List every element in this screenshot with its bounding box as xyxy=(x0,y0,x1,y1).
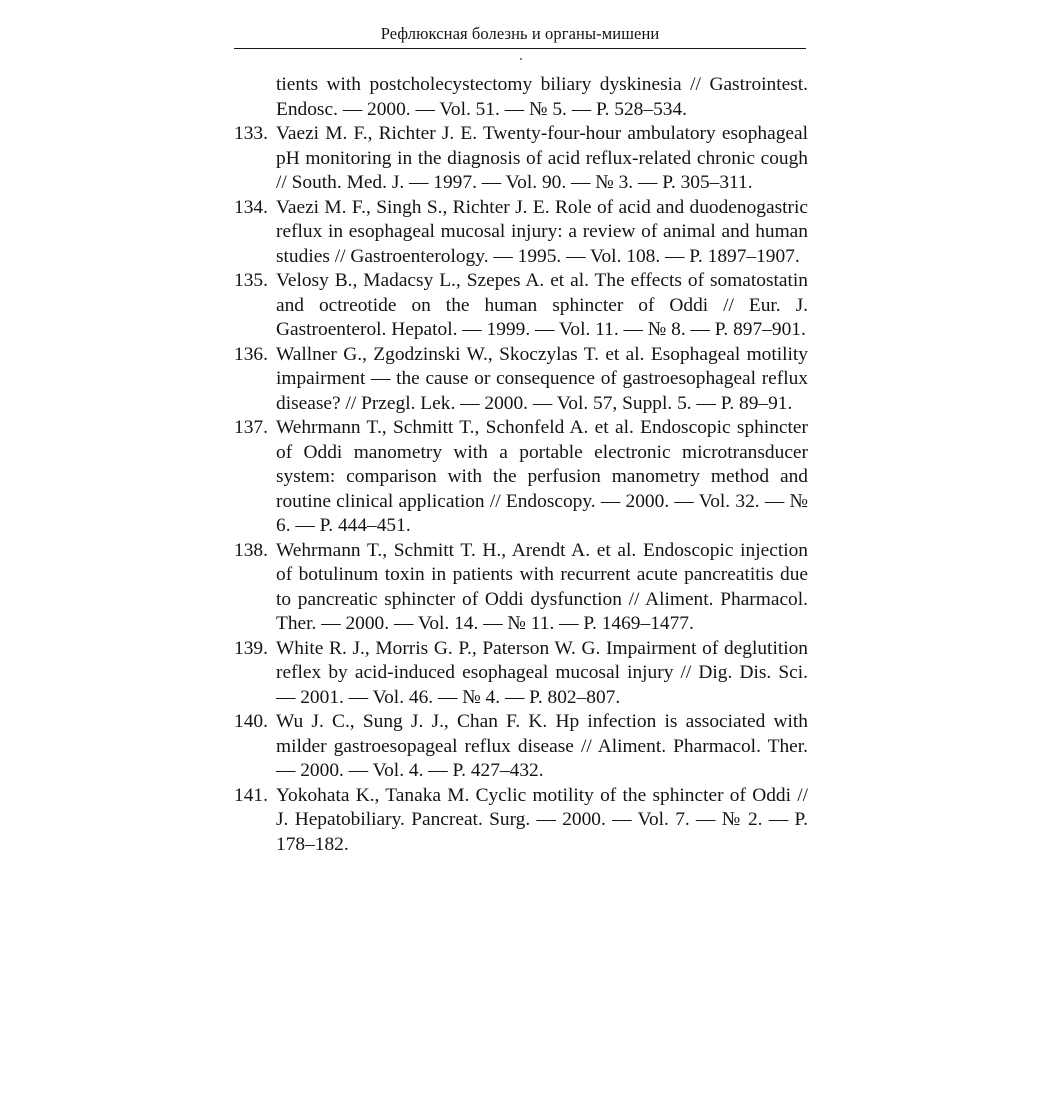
reference-text: tients with postcholecystectomy biliary dyskinesia // Gastrointest. Endosc. — 2000. — Vol. 51. — № 5. — P. 528–534. xyxy=(276,74,808,120)
running-head: Рефлюксная болезнь и органы-мишени xyxy=(380,24,660,43)
reference-number: 137. xyxy=(234,417,268,438)
reference-items xyxy=(234,122,808,857)
reference-number: 141. xyxy=(234,784,268,806)
reference-text: Vaezi M. F., Richter J. E. Twenty-four-hour ambulatory esophageal pH monitoring in the diagnosis of acid reflux-related chronic cough // South. Med. J. — 1997. — Vol. 90. — № 3. — P. 305–311. xyxy=(276,123,808,193)
reference-number: 139. xyxy=(234,637,268,659)
reference-text: Wu J. C., Sung J. J., Chan F. K. Hp infection is associated with milder gastroesopageal reflux disease // Aliment. Pharmacol. Ther. — 2000. — Vol. 4. — P. 427–432. xyxy=(276,711,808,781)
reference-item xyxy=(234,539,808,637)
reference-text: Wehrmann T., Schmitt T., Schonfeld A. et al. Endoscopic sphincter of Oddi manometry with a portable electronic microtransducer system: comparison with the perfusion manometry method and routine clinical application // Endoscopy. — 2000. — Vol. 32. — № 6. — P. 444–451. xyxy=(276,417,808,536)
reference-number: 133. xyxy=(234,123,268,144)
reference-item xyxy=(234,269,808,343)
reference-continuation xyxy=(234,73,808,122)
reference-text: Wallner G., Zgodzinski W., Skoczylas T. et al. Esophageal motility impairment — the cause or consequence of gastroesophageal reflux disease? // Przegl. Lek. — 2000. — Vol. 57, Suppl. 5. — P. 89–91. xyxy=(276,343,808,414)
reference-number: 136. xyxy=(234,343,268,365)
reference-text: White R. J., Morris G. P., Paterson W. G. Impairment of deglutition reflex by acid-induced esophageal mucosal injury // Dig. Dis. Sci. — 2001. — Vol. 46. — № 4. — P. 802–807. xyxy=(276,637,808,708)
reference-list xyxy=(234,73,808,857)
print-speck xyxy=(520,58,522,60)
reference-item xyxy=(234,637,808,711)
reference-item xyxy=(234,784,808,858)
reference-number: 135. xyxy=(234,270,268,291)
reference-item xyxy=(234,343,808,417)
reference-item xyxy=(234,710,808,784)
reference-number: 140. xyxy=(234,711,268,732)
reference-text: Wehrmann T., Schmitt T. H., Arendt A. et al. Endoscopic injection of botulinum toxin in patients with recurrent acute pancreatitis due to pancreatic sphincter of Oddi dysfunction // Aliment. Pharmacol. Ther. — 2000. — Vol. 14. — № 11. — P. 1469–1477. xyxy=(276,539,808,634)
reference-text: Yokohata K., Tanaka M. Cyclic motility of the sphincter of Oddi // J. Hepatobiliary. Pancreat. Surg. — 2000. — Vol. 7. — № 2. — P. 178–182. xyxy=(276,784,808,855)
header-rule xyxy=(234,48,806,49)
reference-item xyxy=(234,122,808,196)
reference-text: Velosy B., Madacsy L., Szepes A. et al. The effects of somatostatin and octreotide on the human sphincter of Oddi // Eur. J. Gastroenterol. Hepatol. — 1999. — Vol. 11. — № 8. — P. 897–901. xyxy=(276,270,808,340)
reference-number: 134. xyxy=(234,196,268,218)
reference-item xyxy=(234,196,808,270)
reference-item xyxy=(234,416,808,539)
reference-number: 138. xyxy=(234,539,268,561)
reference-text: Vaezi M. F., Singh S., Richter J. E. Role of acid and duodenogastric reflux in esophageal mucosal injury: a review of animal and human studies // Gastroenterology. — 1995. — Vol. 108. — P. 1897–1907. xyxy=(276,196,808,267)
